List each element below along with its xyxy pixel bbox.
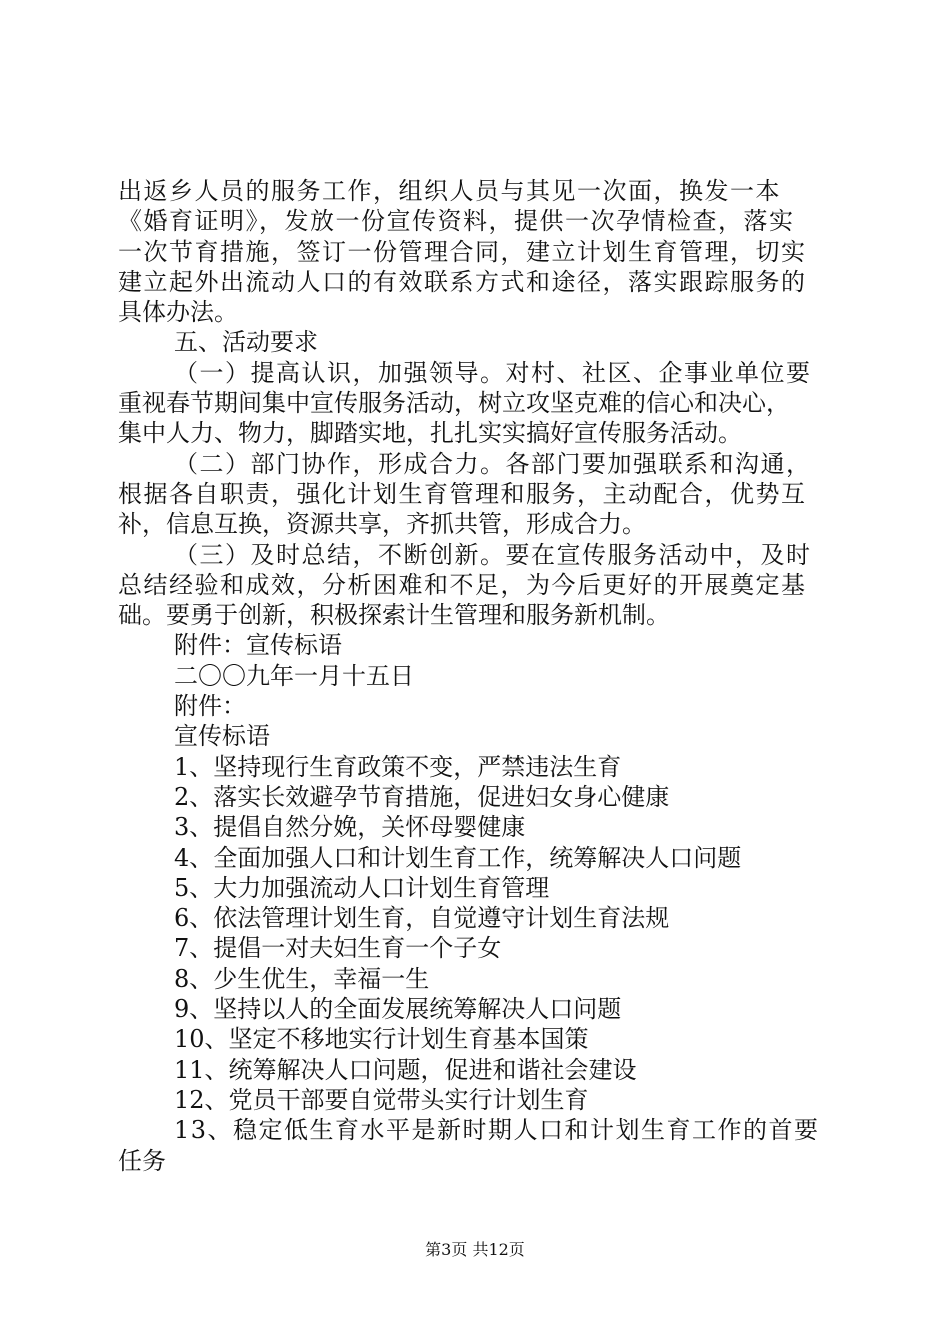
page-number: 第3页 共12页	[425, 1240, 525, 1259]
date-line: 二〇〇九年一月十五日	[174, 661, 414, 690]
section-heading: 五、活动要求	[174, 328, 318, 357]
body-line: 补，信息互换，资源共享，齐抓共管，形成合力。	[118, 510, 646, 539]
body-line: 重视春节期间集中宣传服务活动，树立攻坚克难的信心和决心，	[118, 389, 790, 418]
slogan-item: 9、坚持以人的全面发展统筹解决人口问题	[174, 995, 622, 1024]
slogan-item: 2、落实长效避孕节育措施，促进妇女身心健康	[174, 782, 670, 811]
slogan-item: 7、提倡一对夫妇生育一个子女	[174, 934, 502, 963]
body-line: 出返乡人员的服务工作，组织人员与其见一次面，换发一本	[118, 177, 781, 205]
body-line: （二）部门协作，形成合力。各部门要加强联系和沟通，	[174, 449, 812, 478]
slogan-item: 12、党员干部要自觉带头实行计划生育	[174, 1085, 589, 1114]
body-line: （一）提高认识，加强领导。对村、社区、企事业单位要	[174, 358, 812, 387]
slogan-item: 4、全面加强人口和计划生育工作，统筹解决人口问题	[174, 843, 742, 872]
body-line: 总结经验和成效，分析困难和不足，为今后更好的开展奠定基	[118, 570, 807, 599]
slogan-item: 8、少生优生，幸福一生	[174, 964, 430, 993]
attachment-line: 附件：宣传标语	[174, 631, 342, 660]
document-body	[118, 176, 838, 1176]
slogan-item-continuation: 任务	[118, 1146, 166, 1175]
slogan-item: 13、稳定低生育水平是新时期人口和计划生育工作的首要	[174, 1116, 820, 1145]
slogan-item: 5、大力加强流动人口计划生育管理	[174, 873, 550, 902]
body-line: 根据各自职责，强化计划生育管理和服务，主动配合，优势互	[118, 479, 807, 508]
slogan-heading: 宣传标语	[174, 722, 270, 751]
page-footer	[0, 1240, 950, 1260]
body-line: 一次节育措施，签订一份管理合同，建立计划生育管理，切实	[118, 237, 807, 266]
body-line: 集中人力、物力，脚踏实地，扎扎实实搞好宣传服务活动。	[118, 419, 742, 448]
slogan-item: 11、统筹解决人口问题，促进和谐社会建设	[174, 1055, 637, 1084]
body-line: （三）及时总结，不断创新。要在宣传服务活动中，及时	[174, 540, 812, 569]
body-line: 础。要勇于创新，积极探索计生管理和服务新机制。	[118, 601, 670, 630]
attachment-heading: 附件：	[174, 692, 246, 721]
body-line: 建立起外出流动人口的有效联系方式和途径，落实跟踪服务的	[118, 267, 807, 296]
slogan-item: 6、依法管理计划生育，自觉遵守计划生育法规	[174, 904, 670, 933]
body-line: 《婚育证明》，发放一份宣传资料，提供一次孕情检查，落实	[118, 207, 795, 236]
slogan-item: 10、坚定不移地实行计划生育基本国策	[174, 1025, 589, 1054]
body-line: 具体办法。	[118, 298, 238, 327]
slogan-item: 1、坚持现行生育政策不变，严禁违法生育	[174, 752, 622, 781]
slogan-item: 3、提倡自然分娩，关怀母婴健康	[174, 813, 526, 842]
